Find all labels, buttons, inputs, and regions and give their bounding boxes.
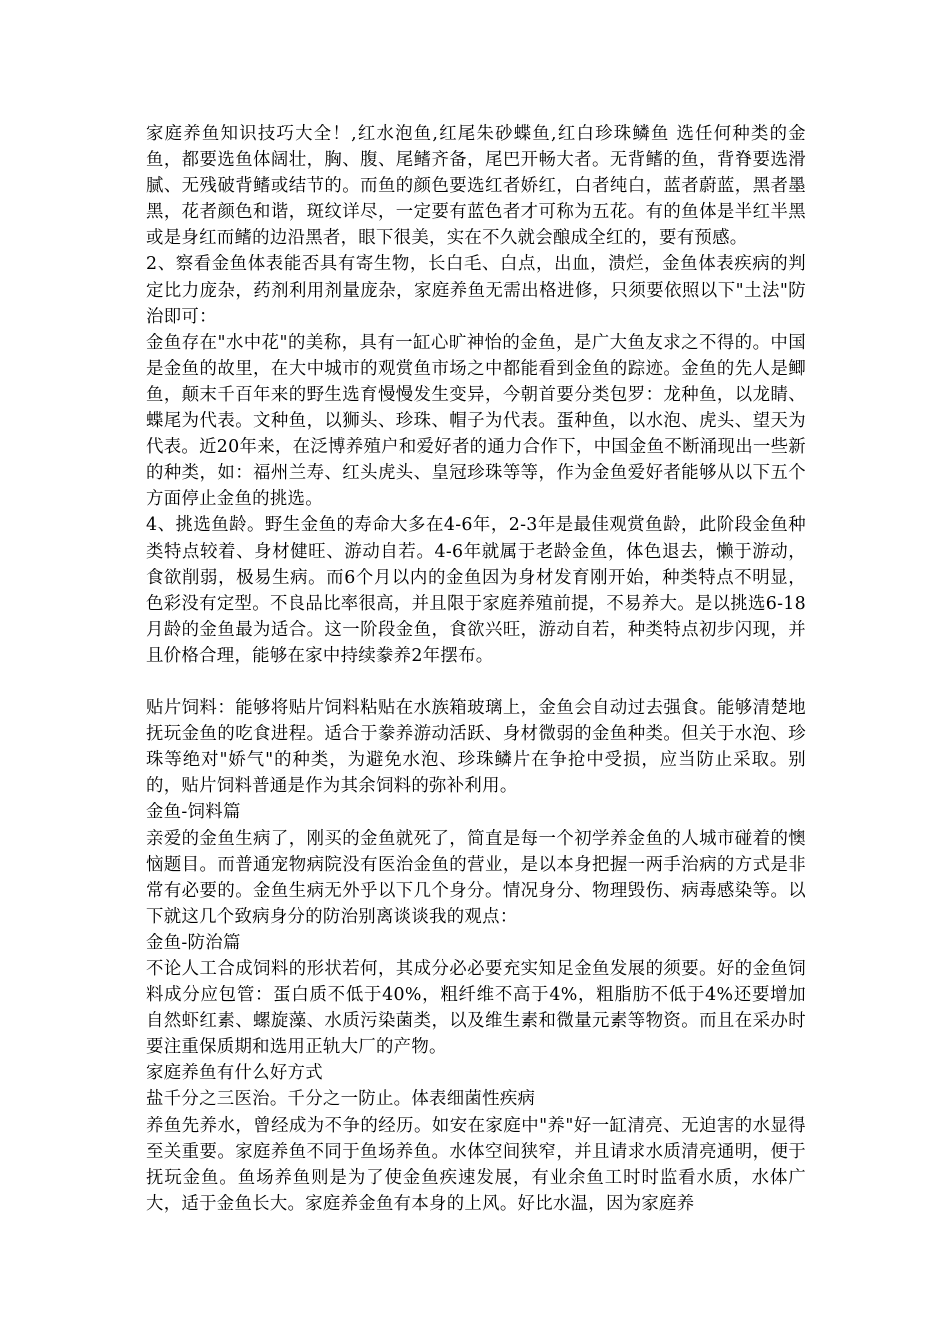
paragraph-goldfish-overview: 金鱼存在"水中花"的美称，具有一缸心旷神怡的金鱼，是广大鱼友求之不得的。中国是金鱼的故里，在大中城市的观赏鱼市场之中都能看到金鱼的踪迹。金鱼的先人是鲫鱼，颠末千百年来的野生选育慢慢发生变异，今朝首要分类包罗：龙种鱼，以龙睛、蝶尾为代表。文种鱼，以狮头、珍珠、帽子为代表。蛋种鱼，以水泡、虎头、望天为代表。近20年来，在泛博养殖户和爱好者的通力合作下，中国金鱼不断涌现出一些新的种类，如：福州兰寿、红头虎头、皇冠珍珠等等，作为金鱼爱好者能够从以下五个方面停止金鱼的挑选。 [146,332,806,510]
paragraph-parasites: 2、察看金鱼体表能否具有寄生物，长白毛、白点，出血，溃烂，金鱼体表疾病的判定比力庞杂，药剂利用剂量庞杂，家庭养鱼无需出格进修，只须要依照以下"土法"防治即可： [146,254,806,327]
document-body [146,121,806,1217]
heading-home-methods: 家庭养鱼有什么好方式 [146,1063,323,1084]
blank-line [146,669,806,695]
paragraph-illness: 亲爱的金鱼生病了，刚买的金鱼就死了，简直是每一个初学养金鱼的人城市碰着的懊恼题目。而普通宠物病院没有医治金鱼的营业，是以本身把握一两手治病的方式是非常有必要的。金鱼生病无外乎以下几个身分。情况身分、物理毁伤、病毒感染等。以下就这几个致病身分的防治别离谈谈我的观点： [146,828,806,927]
paragraph-salt-treatment: 盐千分之三医治。千分之一防止。体表细菌性疾病 [146,1089,536,1110]
paragraph-patch-feed: 贴片饲料：能够将贴片饲料粘贴在水族箱玻璃上，金鱼会自动过去强食。能够清楚地抚玩金鱼的吃食进程。适合于豢养游动活跃、身材微弱的金鱼种类。但关于水泡、珍珠等绝对"娇气"的种类，为避免水泡、珍珠鳞片在争抢中受损，应当防止采取。别的，贴片饲料普通是作为其余饲料的弥补利用。 [146,698,806,797]
paragraph-intro: 家庭养鱼知识技巧大全！,红水泡鱼,红尾朱砂蝶鱼,红白珍珠鳞鱼 选任何种类的金鱼，都要选鱼体阔壮，胸、腹、尾鳍齐备，尾巴开畅大者。无背鳍的鱼，背脊要选滑腻、无残破背鳍或结节的。而鱼的颜色要选红者娇红，白者纯白，蓝者蔚蓝，黑者墨黑，花者颜色和谐，斑纹详尽，一定要有蓝色者才可称为五花。有的鱼体是半红半黑或是身红而鳍的边沿黑者，眼下很美，实在不久就会酿成全红的，要有预感。 [146,124,806,249]
heading-prevention: 金鱼-防治篇 [146,932,241,953]
paragraph-water: 养鱼先养水，曾经成为不争的经历。如安在家庭中"养"好一缸清亮、无迫害的水显得至关重要。家庭养鱼不同于鱼场养鱼。水体空间狭窄，并且请求水质清亮通明，便于抚玩金鱼。鱼场养鱼则是为了使金鱼疾速发展，有业余鱼工时时监看水质，水体广大，适于金鱼长大。家庭养金鱼有本身的上风。好比水温，因为家庭养 [146,1115,806,1214]
paragraph-fish-age: 4、挑选鱼龄。野生金鱼的寿命大多在4-6年，2-3年是最佳观赏鱼龄，此阶段金鱼种类特点较着、身材健旺、游动自若。4-6年就属于老龄金鱼，体色退去，懒于游动，食欲削弱，极易生病。而6个月以内的金鱼因为身材发育刚开始，种类特点不明显，色彩没有定型。不良品比率很高，并且限于家庭养殖前提，不易养大。是以挑选6-18月龄的金鱼最为适合。这一阶段金鱼，食欲兴旺，游动自若，种类特点初步闪现，并且价格合理，能够在家中持续豢养2年摆布。 [146,515,806,666]
paragraph-feed-composition: 不论人工合成饲料的形状若何，其成分必必要充实知足金鱼发展的须要。好的金鱼饲料成分应包管：蛋白质不低于40%，粗纤维不高于4%，粗脂肪不低于4%还要增加自然虾红素、螺旋藻、水质污染菌类，以及维生素和微量元素等物资。而且在采办时要注重保质期和选用正轨大厂的产物。 [146,959,806,1058]
heading-feed: 金鱼-饲料篇 [146,802,241,823]
